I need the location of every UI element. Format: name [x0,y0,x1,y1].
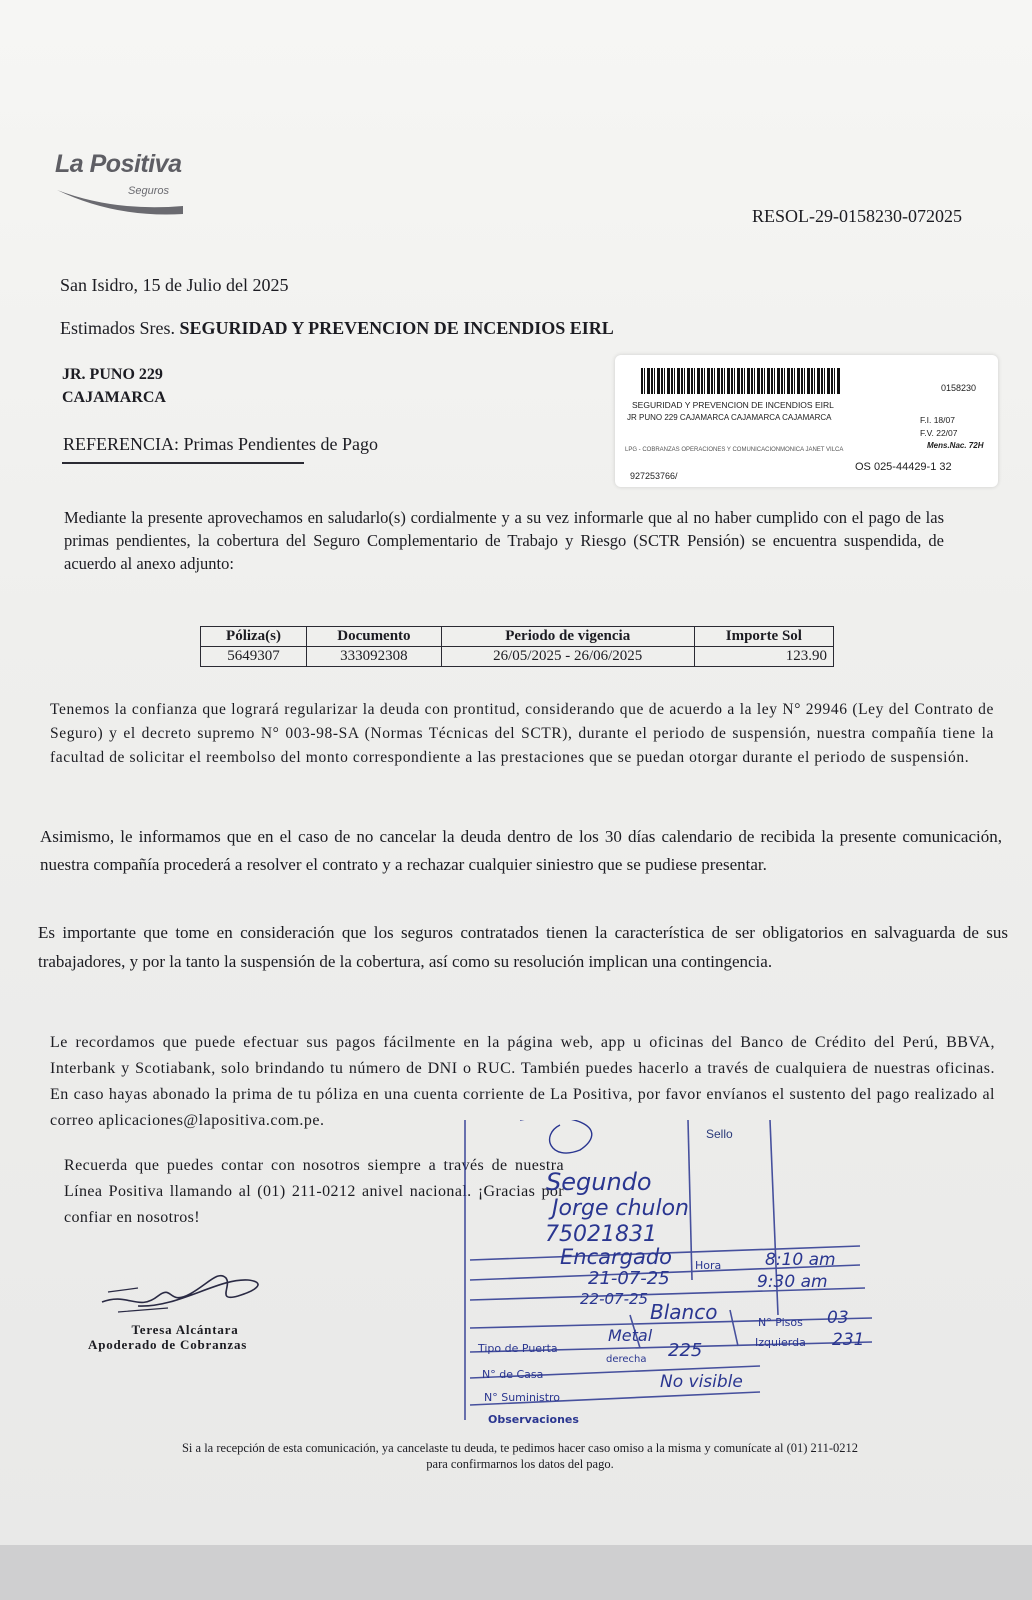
label-code: 0158230 [940,383,976,393]
recipient-company: SEGURIDAD Y PREVENCION DE INCENDIOS EIRL [179,318,614,338]
hw-suministro: No visible [660,1372,743,1392]
logo-swoosh-icon [55,182,190,222]
hw-name-2: Jorge chulon [552,1196,689,1221]
resolution-code: RESOL-29-0158230-072025 [752,206,962,226]
hw-dni: 75021831 [545,1222,657,1247]
label-fv: F.V. 22/07 [920,428,958,438]
salutation-prefix: Estimados Sres. [60,318,175,338]
address-street: JR. PUNO 229 [62,366,163,383]
stamp-sello-label: Sello [706,1127,733,1141]
date-line: San Isidro, 15 de Julio del 2025 [60,275,289,295]
label-operator: LPG - COBRANZAS OPERACIONES Y COMUNICACIONMONICA JANET VILCA [625,447,844,453]
policy-table [200,626,834,667]
hw-name-1: Segundo [546,1168,652,1196]
col-documento: Documento [307,627,442,647]
salutation [60,318,614,339]
table-row [201,647,834,667]
paragraph-importance: Es importante que tome en consideración que los seguros contratados tienen la característica de ser obligatorios en salvaguarda de sus trabajadores, y por la tanto la suspensión de la cobertura, así como su resolución implican una contingencia. [38,923,1008,971]
cell-importe: 123.90 [694,647,833,667]
lbl-casa: N° de Casa [482,1368,544,1381]
paragraph-legal: Tenemos la confianza que logrará regularizar la deuda con prontitud, considerando que de acuerdo a la ley N° 29946 (Ley del Contrato de Seguro) y el decreto supremo N° 003-98-SA (Normas Técnicas del SCTR), durante el periodo de suspensión, nuestra compañía tiene la facultad de solicitar el reembolso del monto correspondiente a las prestaciones que se puedan otorgar durante el periodo de suspensión. [50,701,994,766]
label-mens: Mens.Nac. 72H [927,441,984,450]
hw-pisos: 03 [827,1308,849,1328]
label-phone: 927253766/ [630,471,678,481]
company-logo-name: La Positiva [55,150,182,178]
hw-time-1: 8:10 am [765,1250,836,1270]
hw-date-1: 21-07-25 [588,1268,670,1289]
hw-izquierda: 231 [832,1330,865,1350]
cell-periodo: 26/05/2025 - 26/06/2025 [441,647,694,667]
lbl-hora: Hora [695,1259,722,1272]
lbl-observaciones: Observaciones [488,1413,579,1426]
hw-derecha: 225 [668,1340,703,1361]
shipping-label [615,355,998,487]
label-fi: F.I. 18/07 [920,415,955,425]
signer-title: Apoderado de Cobranzas [88,1337,248,1352]
paragraph-contact: Recuerda que puedes contar con nosotros siempre a través de nuestra Línea Positiva llamando al (01) 211-0212 anivel nacional. ¡Gracias por confiar en nosotros! [64,1157,564,1226]
col-periodo: Periodo de vigencia [441,627,694,647]
hw-time-2: 9:30 am [757,1272,828,1292]
col-importe: Importe Sol [694,627,833,647]
handwritten-signature-icon [98,1262,268,1324]
hw-date-2: 22-07-25 [580,1290,649,1308]
footer-note: Si a la recepción de esta comunicación, ya cancelaste tu deuda, te pedimos hacer caso omiso a la misma y comunícate al (01) 211-0212 para confirmarnos los datos del pago. [181,1441,859,1471]
label-recipient: SEGURIDAD Y PREVENCION DE INCENDIOS EIRL [632,400,834,410]
cell-poliza: 5649307 [201,647,307,667]
label-os: OS 025-44429-1 32 [855,461,952,473]
lbl-pisos: N° Pisos [758,1316,803,1329]
paragraph-termination: Asimismo, le informamos que en el caso de no cancelar la deuda dentro de los 30 días calendario de recibida la presente comunicación, nuestra compañía procederá a resolver el contrato y a rechazar cualquier siniestro que se pudiese presentar. [40,827,1002,874]
hw-relation: Encargado [560,1245,673,1269]
paragraph-payment: Le recordamos que puede efectuar sus pagos fácilmente en la página web, app u oficinas del Banco de Crédito del Perú, BBVA, Interbank y Scotiabank, solo brindando tu número de DNI o RUC. También puedes hacerlo a través de cualquiera de nuestras oficinas. En caso hayas abonado la prima de tu póliza en una cuenta corriente de La Positiva, por favor envíanos el sustento del pago realizado al correo aplicaciones@lapositiva.com.pe. [50,1034,995,1129]
signer-name: Teresa Alcántara [131,1322,239,1337]
lbl-puerta: Tipo de Puerta [478,1342,558,1355]
label-address: JR PUNO 229 CAJAMARCA CAJAMARCA CAJAMARCA [627,413,832,422]
lbl-izquierda: Izquierda [755,1336,806,1349]
barcode-icon [641,368,841,394]
reference-underline [62,462,304,464]
hw-puerta: Metal [608,1326,653,1345]
address-city: CAJAMARCA [62,389,166,406]
lbl-suministro: N° Suministro [484,1391,561,1404]
paragraph-intro: Mediante la presente aprovechamos en saludarlo(s) cordialmente y a su vez informarle que al no haber cumplido con el pago de las primas pendientes, la cobertura del Seguro Complementario de Trabajo y Riesgo (SCTR Pensión) se encuentra suspendida, de acuerdo al anexo adjunto: [64,508,944,573]
company-logo-subtitle: Seguros [128,185,169,197]
col-poliza: Póliza(s) [201,627,307,647]
lbl-derecha: derecha [606,1354,647,1365]
cell-documento: 333092308 [307,647,442,667]
reference-line: REFERENCIA: Primas Pendientes de Pago [63,434,378,454]
policy-table-header [201,627,834,647]
hw-color: Blanco [650,1300,718,1324]
